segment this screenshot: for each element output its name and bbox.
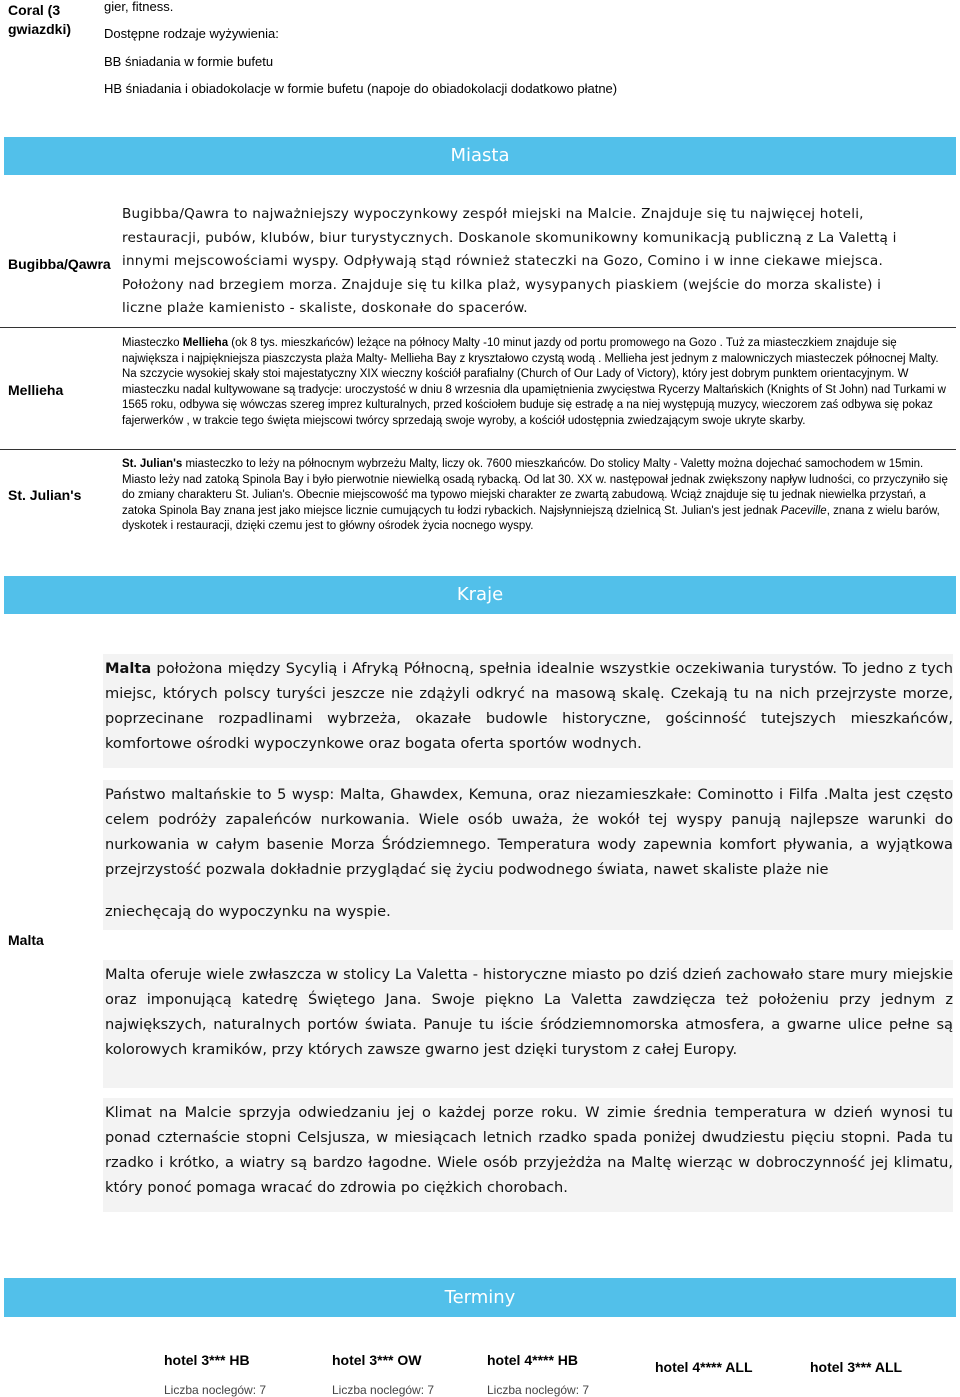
country-label-malta: Malta (8, 932, 44, 948)
bugibba-line-2: restauracji, pubów, klubów, biur turystycznych. Doskanole skomunikowny komunikacją publiczną z La Valettą i (122, 229, 897, 246)
islands-tail: zniechęcają do wypoczynku na wyspie. (105, 903, 391, 920)
stjulians-name: St. Julian's (122, 458, 183, 470)
divider (0, 327, 956, 328)
top-line-1: gier, fitness. (104, 0, 174, 14)
bugibba-line-3: innymi mejscowościami wyspy. Odpływają stąd również stateczki na Gozo, Comino i w inne ciekawe miejsca. (122, 253, 883, 269)
top-line-2: Dostępne rodzaje wyżywienia: (104, 26, 279, 41)
section-band-terminy: Terminy (4, 1278, 956, 1317)
term-note-hotel-3-ow: Liczba noclegów: 7 (332, 1383, 435, 1397)
mellieha-prefix: Miasteczko (122, 337, 183, 349)
mellieha-name: Mellieha (182, 337, 229, 349)
term-column-hotel-3-hb: hotel 3*** HB (164, 1352, 250, 1368)
malta-paragraph-valetta: Malta oferuje wiele zwłaszcza w stolicy La Valetta - historyczne miasto po dziś dzień zachowało stare mury miejskie oraz imponującą katedrę Świętego Jana. Swoje piękno La Valetta zawdzięcza też położeniu przy jednym z największych, naturalnych portów świata. Panuje tu iście śródziemnomorska atmosfera, a gwarne ulice pełne są kolorowych kramików, przy których zawsze gwarno jest dzięki turystom z całej Europy. (103, 960, 953, 1088)
term-column-hotel-3-all: hotel 3*** ALL (810, 1359, 903, 1375)
city-text-bugibba (122, 203, 952, 321)
section-band-miasta: Miasta (4, 137, 956, 175)
stjulians-body-2: , znana z wielu barów, dyskotek i restauracji, dzięki czemu jest to główny ośrodek życia nocnego wyspy. (122, 504, 940, 532)
mellieha-body: (ok 8 tys. mieszkańców) leżące na północy Malty -10 minut jazdy od portu promowego na Gozo . Tuż za miasteczkiem znajduje się największa i najpiękniejsza piaszczysta plaża Malty- Mellieha Bay z kryształowo czystą wodą . Mellieha jest jednym z malowniczych miasteczek północnej Malty. Na szczycie wysokiej skały stoi majestatyczny XIX wieczny kościół parafialny (Church of Our Lady of Victory), który jest dobrym punktem orientacyjnym. W miasteczku nadal kultywowane są tradycje: uroczystość w dniu 8 wrzesnia dla upamiętnienia zwycięstwa Rycerzy Maltańskich (Knights of St John) nad Turkami w 1565 roku, odbywa się wówczas szereg imprez kulturalnych, przed kościołem buduje się estradę a na niej występują muzycy, wieczorem zaś odbywa się pokaz fajerwerków , w trakcie tego święta miejscowi twórcy sprzedają swoje wyroby, a kościół udostępnia zwiedzającym swoje ukryte skarby. (122, 337, 946, 427)
islands-text: Państwo maltańskie to 5 wysp: Malta, Ghawdex, Kemuna, oraz niezamieszkałe: Cominotto i Filfa .Malta jest często celem podróży zapaleńców nurkowania. Wiele osób uważa, że wokół tej wyspy panują najlepsze warunki do nurkowania w całym basenie Morza Śródziemnego. Temperatura wody zapewnia komfort pływania, a wyjątkowa przejrzystość pozwala dokładnie przyglądać się życiu podwodnego świata, nawet skaliste plaże nie (105, 786, 953, 878)
bugibba-line-4: Położony nad brzegiem morza. Znajduje się tu kilka plaż, wysypanych piaskiem (wejście do morza skaliste) i (122, 276, 882, 293)
city-label-bugibba: Bugibba/Qawra (8, 256, 111, 272)
top-line-4: HB śniadania i obiadokolacje w formie bufetu (napoje do obiadokolacji dodatkowo płatne) (104, 81, 618, 96)
term-note-hotel-4-hb: Liczba noclegów: 7 (487, 1383, 590, 1397)
city-label-stjulians: St. Julian's (8, 487, 82, 503)
malta-intro-text: położona między Sycylią i Afryką Północną, spełnia idealnie wszystkie oczekiwania turystów. To jedno z tych miejsc, których polscy turyści jeszcze nie zdążyli odkryć na masową skalę. Czekają tu na nich przejrzyste morze, poprzecinane rozpadlinami wybrzeża, okazałe budowle historyczne, gościnność tutejszych mieszkańców, komfortowe ośrodki wypoczynkowe oraz bogata oferta sportów wodnych. (105, 660, 953, 752)
hotel-label-coral: Coral (3 gwiazdki) (8, 2, 72, 37)
malta-paragraph-climate: Klimat na Malcie sprzyja odwiedzaniu jej o każdej porze roku. W zimie średnia temperatura w dzień wynosi tu ponad czternaście stopni Celsjusza, w miesiącach letnich rzadko spada poniżej dwudziestu pięciu stopni. Pada tu rzadko i krótko, a wiatry są bardzo łagodne. Wiele osób przyjeżdża na Maltę wierząc w dobroczynność jej klimatu, który ponoć pomaga wracać do zdrowia po ciężkich chorobach. (103, 1098, 953, 1212)
divider (0, 449, 956, 450)
stjulians-body-1: miasteczko to leży na północnym wybrzeżu Malty, liczy ok. 7600 mieszkańców. Do stolicy Malty - Valetty można dojechać samochodem w 15min. Miasto leży nad zatoką Spinola Bay i było pierwotnie niewielką osadą rybacką. Od lat 30. XX w. następował jednak zwiększony napływ ludności, co przyczyniło się do zmiany charakteru St. Julian's. Obecnie miejscowość ma typowo miejski charakter ze zwartą zabudową. Wciąż znajduje się tu jednak niewielka przystań, a zatoka Spinola Bay znana jest jako miejsce licznie cumujących tu łodzi rybackich. Najsłynniejszą dzielnicą St. Julian's jest jednak (122, 458, 948, 517)
bugibba-line-1: Bugibba/Qawra to najważniejszy wypoczynkowy zespół miejski na Malcie. Znajduje się tu najwięcej hoteli, (122, 206, 864, 222)
section-band-kraje: Kraje (4, 576, 956, 614)
malta-paragraph-islands (103, 780, 953, 930)
malta-name: Malta (105, 660, 152, 677)
term-column-hotel-3-ow: hotel 3*** OW (332, 1352, 422, 1368)
paceville-name: Paceville (780, 504, 827, 517)
term-column-hotel-4-all: hotel 4**** ALL (655, 1359, 753, 1375)
city-label-mellieha: Mellieha (8, 382, 64, 398)
top-line-3: BB śniadania w formie bufetu (104, 54, 274, 69)
city-text-mellieha (122, 336, 954, 429)
city-text-stjulians (122, 457, 954, 535)
term-column-hotel-4-hb: hotel 4**** HB (487, 1352, 579, 1368)
malta-paragraph-intro (103, 654, 953, 768)
term-note-hotel-3-hb: Liczba noclegów: 7 (164, 1383, 267, 1397)
bugibba-line-5: liczne plaże kamienisto - skaliste, doskonałe do spacerów. (122, 300, 528, 316)
